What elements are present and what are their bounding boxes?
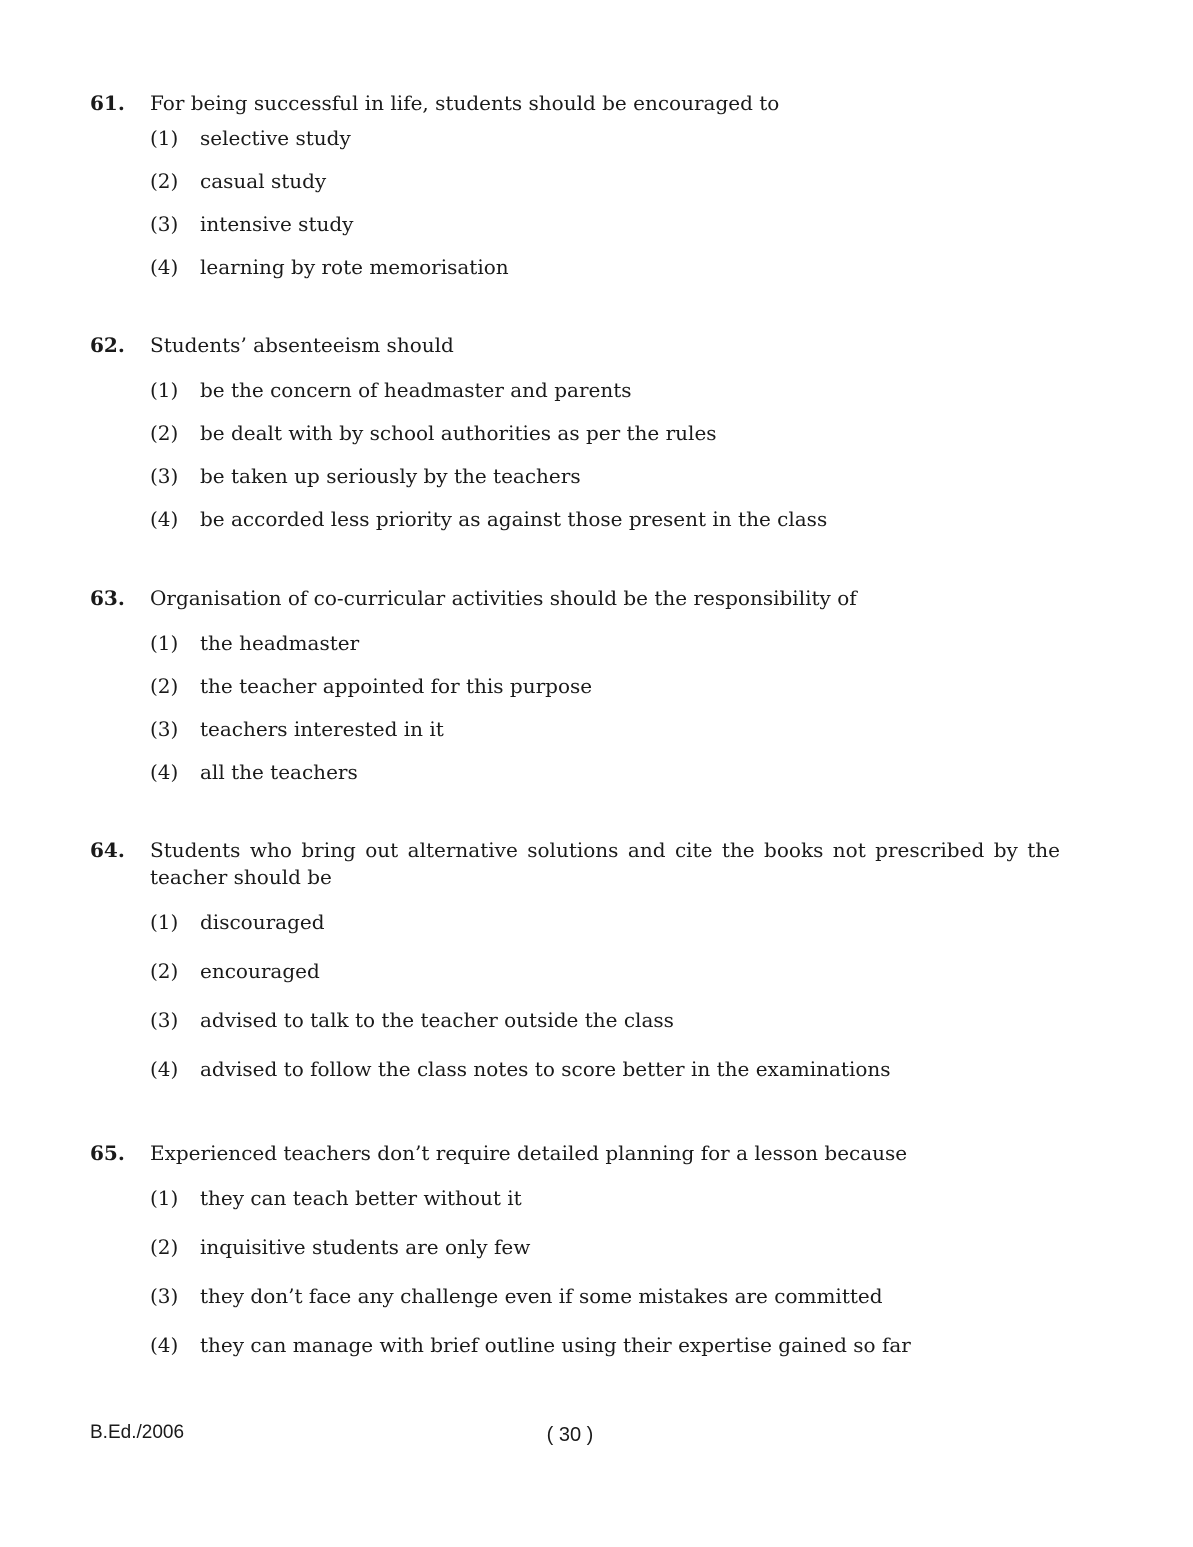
option-text: be accorded less priority as against those present in the class xyxy=(200,507,828,531)
question-61 xyxy=(90,90,1060,297)
question-number: 62. xyxy=(90,333,125,357)
option-2 xyxy=(150,1234,1060,1261)
option-label: (4) xyxy=(150,1333,179,1357)
option-list xyxy=(150,377,1060,533)
option-label: (1) xyxy=(150,378,179,402)
option-3 xyxy=(150,1283,1060,1310)
option-2 xyxy=(150,673,1060,700)
question-text: Organisation of co-curricular activities should be the responsibility of xyxy=(150,586,857,610)
option-text: they don’t face any challenge even if some mistakes are committed xyxy=(200,1284,883,1308)
option-label: (2) xyxy=(150,421,179,445)
question-text: Students who bring out alternative solutions and cite the books not prescribed by the teacher should be xyxy=(150,838,1060,889)
option-text: all the teachers xyxy=(200,760,358,784)
option-3 xyxy=(150,1007,1060,1034)
option-label: (1) xyxy=(150,631,179,655)
option-4 xyxy=(150,759,1060,786)
option-text: casual study xyxy=(200,169,327,193)
option-label: (1) xyxy=(150,126,179,150)
option-1 xyxy=(150,1185,1060,1212)
option-3 xyxy=(150,463,1060,490)
option-4 xyxy=(150,1056,1060,1083)
option-3 xyxy=(150,211,1060,238)
option-3 xyxy=(150,716,1060,743)
question-text: Students’ absenteeism should xyxy=(150,333,454,357)
option-label: (3) xyxy=(150,717,179,741)
option-label: (3) xyxy=(150,212,179,236)
option-text: selective study xyxy=(200,126,351,150)
option-label: (2) xyxy=(150,959,179,983)
option-2 xyxy=(150,958,1060,985)
option-text: be the concern of headmaster and parents xyxy=(200,378,632,402)
option-label: (1) xyxy=(150,910,179,934)
question-number: 65. xyxy=(90,1141,125,1165)
option-1 xyxy=(150,630,1060,657)
option-text: intensive study xyxy=(200,212,354,236)
option-text: the teacher appointed for this purpose xyxy=(200,674,593,698)
option-list xyxy=(150,630,1060,786)
option-text: they can manage with brief outline using their expertise gained so far xyxy=(200,1333,911,1357)
option-label: (3) xyxy=(150,464,179,488)
option-label: (4) xyxy=(150,760,179,784)
page-number: ( 30 ) xyxy=(546,1424,594,1446)
option-label: (2) xyxy=(150,674,179,698)
question-text: Experienced teachers don’t require detailed planning for a lesson because xyxy=(150,1141,908,1165)
option-text: encouraged xyxy=(200,959,320,983)
option-text: advised to talk to the teacher outside the class xyxy=(200,1008,674,1032)
option-text: learning by rote memorisation xyxy=(200,255,509,279)
option-list xyxy=(150,909,1060,1083)
option-2 xyxy=(150,420,1060,447)
option-label: (4) xyxy=(150,255,179,279)
option-text: they can teach better without it xyxy=(200,1186,522,1210)
question-number: 61. xyxy=(90,91,125,115)
question-64 xyxy=(90,837,1060,1105)
option-text: be taken up seriously by the teachers xyxy=(200,464,581,488)
option-1 xyxy=(150,125,1060,152)
option-4 xyxy=(150,506,1060,533)
option-label: (1) xyxy=(150,1186,179,1210)
option-text: the headmaster xyxy=(200,631,360,655)
option-4 xyxy=(150,1332,1060,1359)
option-text: discouraged xyxy=(200,910,325,934)
option-label: (4) xyxy=(150,507,179,531)
option-text: inquisitive students are only few xyxy=(200,1235,531,1259)
option-text: advised to follow the class notes to score better in the examinations xyxy=(200,1057,891,1081)
option-text: teachers interested in it xyxy=(200,717,444,741)
option-text: be dealt with by school authorities as per the rules xyxy=(200,421,717,445)
question-63 xyxy=(90,585,1060,802)
question-65 xyxy=(90,1140,1060,1381)
option-label: (2) xyxy=(150,1235,179,1259)
option-1 xyxy=(150,377,1060,404)
option-4 xyxy=(150,254,1060,281)
question-number: 63. xyxy=(90,586,125,610)
question-text: For being successful in life, students should be encouraged to xyxy=(150,91,780,115)
option-1 xyxy=(150,909,1060,936)
option-2 xyxy=(150,168,1060,195)
question-number: 64. xyxy=(90,838,125,862)
option-label: (3) xyxy=(150,1008,179,1032)
option-label: (4) xyxy=(150,1057,179,1081)
option-list xyxy=(150,125,1060,281)
exam-code: B.Ed./2006 xyxy=(90,1422,185,1443)
option-label: (2) xyxy=(150,169,179,193)
option-label: (3) xyxy=(150,1284,179,1308)
option-list xyxy=(150,1185,1060,1359)
question-62 xyxy=(90,332,1060,549)
